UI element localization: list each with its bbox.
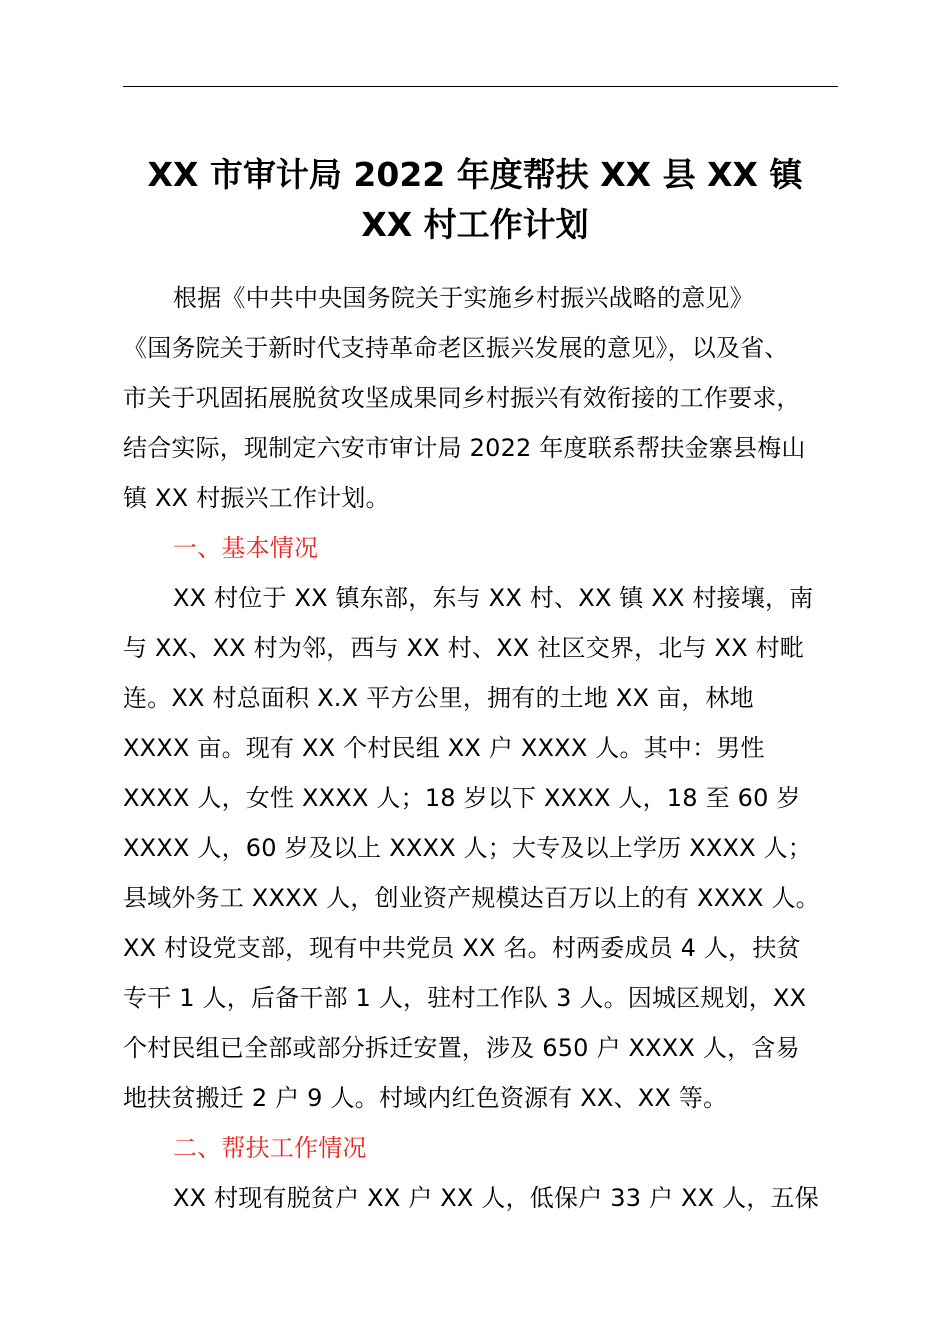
- paragraph-line: XX 村现有脱贫户 XX 户 XX 人，低保户 33 户 XX 人，五保: [173, 1184, 819, 1212]
- paragraph-line: 个村民组已全部或部分拆迁安置，涉及 650 户 XXXX 人，含易: [123, 1034, 800, 1062]
- paragraph-line: 结合实际，现制定六安市审计局 2022 年度联系帮扶金寨县梅山: [123, 434, 806, 462]
- paragraph-line: 市关于巩固拓展脱贫攻坚成果同乡村振兴有效衔接的工作要求，: [123, 384, 801, 412]
- document-title-line-1: XX 市审计局 2022 年度帮扶 XX 县 XX 镇: [147, 155, 803, 194]
- paragraph-line: 根据《中共中央国务院关于实施乡村振兴战略的意见》: [173, 284, 754, 312]
- paragraph-line: 镇 XX 村振兴工作计划。: [123, 484, 390, 512]
- document-title-line-2: XX 村工作计划: [361, 205, 589, 244]
- paragraph-line: 专干 1 人，后备干部 1 人，驻村工作队 3 人。因城区规划，XX: [123, 984, 807, 1012]
- paragraph-line: XXXX 人，60 岁及以上 XXXX 人；大专及以上学历 XXXX 人；: [123, 834, 813, 862]
- paragraph-line: 《国务院关于新时代支持革命老区振兴发展的意见》，以及省、: [123, 334, 789, 362]
- section-heading-assistance-work: 二、帮扶工作情况: [173, 1134, 367, 1162]
- paragraph-line: 地扶贫搬迁 2 户 9 人。村域内红色资源有 XX、XX 等。: [123, 1084, 728, 1112]
- paragraph-line: 与 XX、XX 村为邻，西与 XX 村、XX 社区交界，北与 XX 村毗: [123, 634, 805, 662]
- paragraph-line: 县域外务工 XXXX 人，创业资产规模达百万以上的有 XXXX 人。: [123, 884, 820, 912]
- paragraph-line: XX 村位于 XX 镇东部，东与 XX 村、XX 镇 XX 村接壤，南: [173, 584, 814, 612]
- paragraph-line: 连。XX 村总面积 X.X 平方公里，拥有的土地 XX 亩，林地: [123, 684, 754, 712]
- section-heading-basic-info: 一、基本情况: [173, 534, 319, 562]
- paragraph-line: XXXX 亩。现有 XX 个村民组 XX 户 XXXX 人。其中：男性: [123, 734, 765, 762]
- paragraph-line: XX 村设党支部，现有中共党员 XX 名。村两委成员 4 人，扶贫: [123, 934, 801, 962]
- paragraph-line: XXXX 人，女性 XXXX 人；18 岁以下 XXXX 人，18 至 60 岁: [123, 784, 801, 812]
- header-rule: [123, 86, 838, 87]
